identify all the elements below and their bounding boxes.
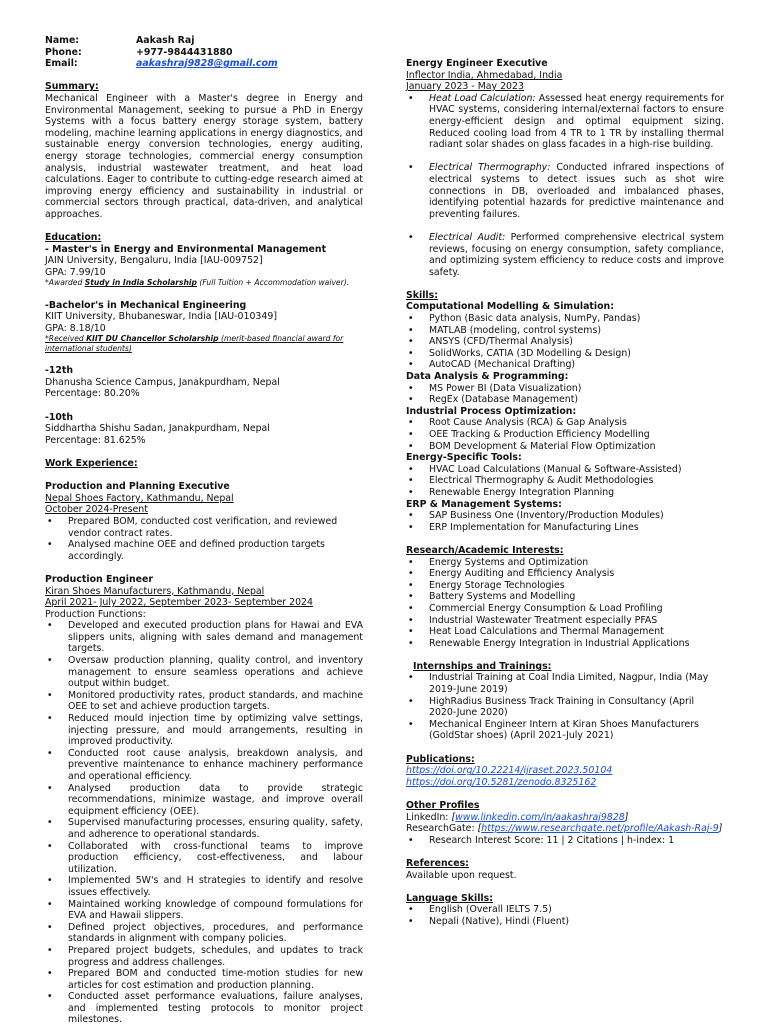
list-item: • ANSYS (CFD/Thermal Analysis) [406,336,724,348]
job3-company: Inflector India, Ahmedabad, India [406,69,563,81]
skills-list [406,313,724,371]
contact-email-row [45,58,363,70]
email-link[interactable]: aakashraj9828@gmail.com [136,58,278,70]
list-item: • Prepared BOM, conducted cost verification, and reviewed vendor contract rates. [45,516,363,539]
list-item: • Energy Auditing and Efficiency Analysis [406,568,724,580]
list-item: • Analysed production data to provide strategic recommendations, minimize wastage, and improve overall equipment efficiency (OEE). [45,783,363,818]
masters-scholarship-note [45,278,363,288]
list-item: • Monitored productivity rates, product standards, and machine OEE to set and achieve production targets. [45,690,363,713]
list-item: • AutoCAD (Mechanical Drafting) [406,359,724,371]
note-prefix: *Awarded [45,278,85,288]
bullet-text: Assessed heat energy requirements for HVAC systems, considering internal/external factors to ensure energy-efficient design and optimal equipment sizing. Reduced cooling load from 4 TR to 1 TR by installing thermal radiant solar shades on glass facades in a high-rise building. [429,92,724,151]
list-item: • English (Overall IELTS 7.5) [406,904,724,916]
list-item: • Renewable Energy Integration Planning [406,487,724,499]
list-item: • OEE Tracking & Production Efficiency Modelling [406,429,724,441]
skills-group-title: Data Analysis & Programming: [406,371,569,383]
list-item: • Developed and executed production plans for Hawai and EVA slippers units, aligning with sales demand and management targets. [45,620,363,655]
job2-dates: April 2021- July 2022, September 2023- September 2024 [45,597,313,609]
list-item: • Battery Systems and Modelling [406,591,724,603]
skills-list [406,510,724,533]
list-item: • Energy Systems and Optimization [406,557,724,569]
list-item: • RegEx (Database Management) [406,394,724,406]
phone-label: Phone: [45,46,82,58]
bullet-text: Conducted infrared inspections of electrical systems to detect issues such as shot wire connections in DB, overloaded and imbalanced phases, identifying potential hazards for predictive maintenance and preventing failures. [429,162,724,220]
masters-school: JAIN University, Bengaluru, India [IAU-009752] [45,255,263,267]
list-item: • Electrical Thermography & Audit Methodologies [406,475,724,487]
job1-bullets [45,516,363,562]
bullet-text: Performed comprehensive electrical system reviews, focusing on energy consumption, safety compliance, and optimizing system efficiency to reduce costs and improve safety. [429,231,724,278]
bachelors-scholarship-note [45,334,363,353]
research-list [406,557,724,650]
profiles-heading: Other Profiles [406,800,480,811]
twelfth-title: -12th [45,365,74,377]
masters-gpa: GPA: 7.99/10 [45,266,106,278]
list-item: • Prepared project budgets, schedules, and updates to track progress and address challenges. [45,945,363,968]
scholarship-name: Study in India Scholarship [84,278,197,288]
tenth-school: Siddhartha Shishu Sadan, Janakpurdham, Nepal [45,423,270,435]
skills-list [406,464,724,499]
list-item: • ERP Implementation for Manufacturing Lines [406,522,724,534]
bullet-lead: Electrical Thermography: [429,162,551,174]
linkedin-label: LinkedIn: [406,811,452,823]
publications-heading: Publications: [406,753,475,765]
job3-bullets [406,93,724,279]
job2-bullets [45,620,363,1026]
email-label: Email: [45,58,78,70]
bullet-lead: Heat Load Calculation: [429,92,536,104]
list-item [406,93,724,151]
bachelors-school: KIIT University, Bhubaneswar, India [IAU-010349] [45,311,277,323]
list-item: • Prepared BOM and conducted time-motion studies for new articles for cost estimation and production planning. [45,968,363,991]
list-item [406,162,724,220]
bracket: ] [624,811,629,823]
skills-group-title: Computational Modelling & Simulation: [406,301,614,313]
bracket: [ [477,823,482,835]
list-item: • BOM Development & Material Flow Optimization [406,441,724,453]
twelfth-school: Dhanusha Science Campus, Janakpurdham, Nepal [45,376,280,388]
job1-title: Production and Planning Executive [45,481,230,493]
note-prefix: *Received [45,334,87,344]
work-heading: Work Experience: [45,457,138,469]
list-item: • Nepali (Native), Hindi (Fluent) [406,916,724,928]
tenth-score: Percentage: 81.625% [45,434,146,446]
list-item: • Research Interest Score: 11 | 2 Citations | h-index: 1 [406,835,724,847]
left-column [45,35,363,1026]
list-item: • Energy Storage Technologies [406,580,724,592]
right-column [406,58,724,928]
summary-text: Mechanical Engineer with a Master's degree in Energy and Environmental Management, seeking to pursue a PhD in Energy Systems with a focus battery energy storage system, battery modeling, machine learning applications in energy diagnostics, and sustainable energy conversion technologies, energy auditing, energy storage technologies, commercial energy consumption analysis, industrial wastewater treatment, and heat load calculations. Eager to contribute to cutting-edge research aimed at improving energy efficiency and sustainability in industrial or commercial sectors through practical, data-driven, and analytical approaches. [45,92,363,220]
bachelors-gpa: GPA: 8.18/10 [45,322,106,334]
publication-link[interactable]: https://doi.org/10.22214/ijraset.2023.50104 [406,765,613,777]
references-heading: References: [406,857,469,869]
skills-heading: Skills: [406,289,438,301]
references-text: Available upon request. [406,869,517,881]
masters-title: - Master's in Energy and Environmental Management [45,243,327,255]
list-item: • Renewable Energy Integration in Industrial Applications [406,638,724,650]
bracket: [ [451,811,456,823]
contact-phone-row [45,47,363,59]
list-item: • Mechanical Engineer Intern at Kiran Shoes Manufacturers (GoldStar shoes) (April 2021-July 2021) [406,719,724,742]
name-label: Name: [45,35,80,46]
list-item: • Conducted root cause analysis, breakdown analysis, and preventive maintenance to enhance machinery performance and operational efficiency. [45,748,363,783]
internships-heading: Internships and Trainings: [413,660,552,672]
job2-title: Production Engineer [45,573,153,585]
research-heading: Research/Academic Interests: [406,544,564,556]
skills-group-title: Energy-Specific Tools: [406,452,522,464]
publication-link[interactable]: https://doi.org/10.5281/zenodo.8325162 [406,776,597,788]
list-item: • HVAC Load Calculations (Manual & Software-Assisted) [406,464,724,476]
list-item: • Implemented 5W's and H strategies to identify and resolve issues effectively. [45,875,363,898]
list-item: • SolidWorks, CATIA (3D Modelling & Design) [406,348,724,360]
list-item: • Heat Load Calculations and Thermal Management [406,626,724,638]
researchgate-link[interactable]: https://www.researchgate.net/profile/Aakash-Raj-9 [481,823,719,835]
researchgate-label: ResearchGate: [406,823,478,835]
job2-functions-label: Production Functions: [45,608,146,620]
list-item: • Defined project objectives, procedures, and performance standards in alignment with company policies. [45,922,363,945]
list-item: • Conducted asset performance evaluations, failure analyses, and implemented testing protocols to monitor project milestones. [45,991,363,1026]
list-item: • Reduced mould injection time by optimizing valve settings, injecting pressure, and mould arrangements, resulting in improved productivity. [45,713,363,748]
list-item: • HighRadius Business Track Training in Consultancy (April 2020-June 2020) [406,696,724,719]
note-suffix: (merit-based financial award for international students) [45,334,344,354]
note-suffix: (Full Tuition + Accommodation waiver). [196,278,350,288]
twelfth-score: Percentage: 80.20% [45,388,140,400]
skills-group-title: Industrial Process Optimization: [406,405,577,417]
tenth-title: -10th [45,411,74,423]
list-item: • Industrial Training at Coal India Limited, Nagpur, India (May 2019-June 2019) [406,672,724,695]
bachelors-title: -Bachelor's in Mechanical Engineering [45,299,247,311]
contact-name-row [45,35,363,47]
list-item: • Python (Basic data analysis, NumPy, Pandas) [406,313,724,325]
internships-list [406,672,724,742]
name-value: Aakash Raj [136,35,195,46]
researchgate-row [406,823,724,835]
list-item [406,232,724,278]
list-item: • Analysed machine OEE and defined production targets accordingly. [45,539,363,562]
job1-company: Nepal Shoes Factory, Kathmandu, Nepal [45,492,234,504]
bracket: ] [718,823,723,835]
education-heading: Education: [45,232,102,244]
linkedin-link[interactable]: www.linkedin.com/in/aakashraj9828 [455,811,625,823]
list-item: • MS Power BI (Data Visualization) [406,383,724,395]
job1-dates: October 2024-Present [45,504,148,516]
list-item: • Collaborated with cross-functional teams to improve production efficiency, cost-effectiveness, and labour utilization. [45,841,363,876]
job3-dates: January 2023 - May 2023 [406,81,524,93]
list-item: • SAP Business One (Inventory/Production Modules) [406,510,724,522]
list-item: • Supervised manufacturing processes, ensuring quality, safety, and adherence to operational standards. [45,817,363,840]
job2-company: Kiran Shoes Manufacturers, Kathmandu, Nepal [45,585,265,597]
phone-value: +977-9844431880 [136,46,233,58]
languages-list [406,904,724,927]
list-item: • Root Cause Analysis (RCA) & Gap Analysis [406,417,724,429]
skills-group-title: ERP & Management Systems: [406,498,562,510]
list-item: • Maintained working knowledge of compound formulations for EVA and Hawaii slippers. [45,899,363,922]
scholarship-name: KIIT DU Chancellor Scholarship [86,334,219,344]
skills-list [406,417,724,452]
list-item: • MATLAB (modeling, control systems) [406,325,724,337]
bullet-lead: Electrical Audit: [429,231,506,243]
skills-list [406,383,724,406]
languages-heading: Language Skills: [406,892,493,904]
job3-title: Energy Engineer Executive [406,58,548,69]
list-item: • Industrial Wastewater Treatment especially PFAS [406,615,724,627]
linkedin-row [406,812,724,824]
summary-heading: Summary: [45,81,99,93]
list-item: • Commercial Energy Consumption & Load Profiling [406,603,724,615]
list-item: • Oversaw production planning, quality control, and inventory management to ensure seamless operations and achieve output within budget. [45,655,363,690]
profile-metrics-list [406,835,724,847]
